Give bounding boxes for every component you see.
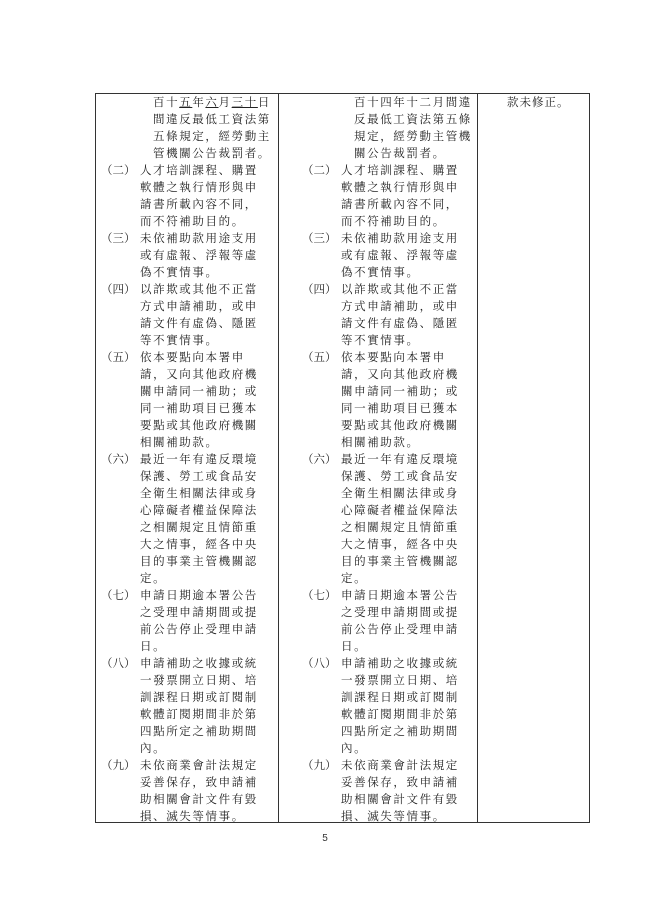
item-number: （八） xyxy=(101,656,136,670)
lead-line-text: 百十五年六月三十日 xyxy=(153,95,271,109)
item-line: 四點所定之補助期間 xyxy=(140,724,258,738)
item-line: 人才培訓課程、購置 xyxy=(140,163,258,177)
item-line: 目的事業主管機關認 xyxy=(140,554,258,568)
item-body xyxy=(140,655,278,757)
item-line: 相關補助款。 xyxy=(140,435,219,449)
item-line: 未依補助款用途支用 xyxy=(341,231,459,245)
item-number: （七） xyxy=(101,588,136,602)
item-line: 妥善保存，致申請補 xyxy=(341,775,459,789)
item-body xyxy=(341,655,477,757)
item-line: 等不實情事。 xyxy=(341,333,420,347)
lead-text xyxy=(302,94,477,162)
item-line: 妥善保存，致申請補 xyxy=(140,775,258,789)
item-line: 保護、勞工或食品安 xyxy=(341,469,459,483)
item-line: 同一補助項目已獲本 xyxy=(140,401,258,415)
item-line: 未依商業會計法規定 xyxy=(341,758,459,772)
item-body xyxy=(341,757,477,822)
page-number: 5 xyxy=(322,833,328,844)
item-number: （六） xyxy=(101,452,136,466)
lead-line xyxy=(101,94,278,111)
item-body xyxy=(341,162,477,230)
item-body xyxy=(140,757,278,822)
item-line: 請，又向其他政府機 xyxy=(341,367,459,381)
item-line: 等不實情事。 xyxy=(140,333,219,347)
list-item xyxy=(101,451,278,587)
item-line: 前公告停止受理申請 xyxy=(140,622,258,636)
item-number: （三） xyxy=(101,231,136,245)
item-line: 請文件有虛偽、隱匿 xyxy=(341,316,459,330)
item-line: 全衛生相關法律或身 xyxy=(341,486,459,500)
item-line: 申請補助之收據或統 xyxy=(341,656,459,670)
item-line: 日。 xyxy=(140,639,167,653)
item-body xyxy=(341,281,477,349)
current-provision-column xyxy=(302,94,477,822)
item-line: 要點或其他政府機關 xyxy=(341,418,459,432)
lead-text xyxy=(101,94,278,162)
list-item xyxy=(101,349,278,451)
list-item xyxy=(101,162,278,230)
list-item xyxy=(302,451,477,587)
item-body xyxy=(341,451,477,587)
item-line: 申請日期逾本署公告 xyxy=(341,588,459,602)
item-line: 定。 xyxy=(140,571,167,585)
item-number: （九） xyxy=(302,758,337,772)
item-line: 一發票開立日期、培 xyxy=(341,673,459,687)
list-item xyxy=(101,230,278,281)
list-item xyxy=(302,230,477,281)
item-line: 未依補助款用途支用 xyxy=(140,231,258,245)
item-number: （八） xyxy=(302,656,337,670)
item-body xyxy=(140,587,278,655)
item-number: （二） xyxy=(101,163,136,177)
item-number: （二） xyxy=(302,163,337,177)
item-line: 請文件有虛偽、隱匿 xyxy=(140,316,258,330)
item-line: 全衛生相關法律或身 xyxy=(140,486,258,500)
item-line: 而不符補助目的。 xyxy=(341,214,446,228)
item-line: 軟體之執行情形與申 xyxy=(140,180,258,194)
list-item xyxy=(302,162,477,230)
item-line: 日。 xyxy=(341,639,368,653)
item-line: 之相關規定且情節重 xyxy=(341,520,459,534)
lead-line: 五條規定，經勞動主 xyxy=(153,129,271,143)
item-line: 心障礙者權益保障法 xyxy=(140,503,258,517)
item-line: 內。 xyxy=(341,741,368,755)
item-line: 定。 xyxy=(341,571,368,585)
item-body xyxy=(140,281,278,349)
lead-line: 間違反最低工資法第 xyxy=(153,112,271,126)
item-line: 損、滅失等情事。 xyxy=(341,809,446,822)
lead-line: 反最低工資法第五條 xyxy=(354,112,472,126)
item-line: 訓課程日期或訂閱制 xyxy=(341,690,459,704)
list-item xyxy=(302,349,477,451)
item-body xyxy=(341,587,477,655)
item-line: 人才培訓課程、購置 xyxy=(341,163,459,177)
item-line: 大之情事，經各中央 xyxy=(140,537,258,551)
item-line: 未依商業會計法規定 xyxy=(140,758,258,772)
item-line: 前公告停止受理申請 xyxy=(341,622,459,636)
lead-line: 管機關公告裁罰者。 xyxy=(153,146,271,160)
explanation-column xyxy=(478,94,590,822)
item-number: （三） xyxy=(302,231,337,245)
item-line: 申請補助之收據或統 xyxy=(140,656,258,670)
item-line: 軟體訂閱期間非於第 xyxy=(341,707,459,721)
item-line: 最近一年有違反環境 xyxy=(140,452,258,466)
item-line: 請，又向其他政府機 xyxy=(140,367,258,381)
item-line: 一發票開立日期、培 xyxy=(140,673,258,687)
item-line: 同一補助項目已獲本 xyxy=(341,401,459,415)
lead-line: 關公告裁罰者。 xyxy=(354,146,446,160)
list-item xyxy=(302,655,477,757)
item-line: 相關補助款。 xyxy=(341,435,420,449)
item-line: 申請日期逾本署公告 xyxy=(140,588,258,602)
item-number: （五） xyxy=(302,350,337,364)
item-body xyxy=(341,349,477,451)
item-line: 訓課程日期或訂閱制 xyxy=(140,690,258,704)
item-line: 助相關會計文件有毀 xyxy=(341,792,459,806)
item-body xyxy=(140,230,278,281)
item-line: 之受理申請期間或提 xyxy=(341,605,459,619)
item-line: 或有虛報、浮報等虛 xyxy=(140,248,258,262)
item-number: （七） xyxy=(302,588,337,602)
item-line: 或有虛報、浮報等虛 xyxy=(341,248,459,262)
explanation-text: 款未修正。 xyxy=(507,95,570,109)
item-line: 軟體之執行情形與申 xyxy=(341,180,459,194)
item-line: 助相關會計文件有毀 xyxy=(140,792,258,806)
item-line: 而不符補助目的。 xyxy=(140,214,245,228)
item-line: 目的事業主管機關認 xyxy=(341,554,459,568)
item-line: 偽不實情事。 xyxy=(341,265,420,279)
list-item xyxy=(101,655,278,757)
item-line: 以詐欺或其他不正當 xyxy=(341,282,459,296)
list-item xyxy=(101,757,278,822)
list-item xyxy=(101,281,278,349)
item-number: （六） xyxy=(302,452,337,466)
item-line: 之相關規定且情節重 xyxy=(140,520,258,534)
item-number: （四） xyxy=(302,282,337,296)
item-line: 關申請同一補助；或 xyxy=(140,384,258,398)
item-line: 依本要點向本署申 xyxy=(140,350,245,364)
lead-line: 百十四年十二月間違 xyxy=(354,95,472,109)
item-line: 請書所載內容不同， xyxy=(140,197,258,211)
item-number: （五） xyxy=(101,350,136,364)
list-item xyxy=(302,757,477,822)
list-item xyxy=(302,587,477,655)
item-line: 心障礙者權益保障法 xyxy=(341,503,459,517)
list-item xyxy=(101,587,278,655)
item-list xyxy=(101,162,278,822)
item-line: 方式申請補助，或申 xyxy=(341,299,459,313)
lead-line: 規定，經勞動主管機 xyxy=(354,129,472,143)
comparison-table xyxy=(95,93,590,823)
amended-provision-column xyxy=(101,94,278,822)
item-number: （四） xyxy=(101,282,136,296)
item-line: 偽不實情事。 xyxy=(140,265,219,279)
item-line: 大之情事，經各中央 xyxy=(341,537,459,551)
column-divider xyxy=(278,94,279,822)
item-line: 保護、勞工或食品安 xyxy=(140,469,258,483)
item-line: 要點或其他政府機關 xyxy=(140,418,258,432)
item-body xyxy=(140,451,278,587)
item-line: 方式申請補助，或申 xyxy=(140,299,258,313)
list-item xyxy=(302,281,477,349)
item-list xyxy=(302,162,477,822)
item-number: （九） xyxy=(101,758,136,772)
item-line: 軟體訂閱期間非於第 xyxy=(140,707,258,721)
item-line: 以詐欺或其他不正當 xyxy=(140,282,258,296)
item-body xyxy=(140,162,278,230)
item-line: 最近一年有違反環境 xyxy=(341,452,459,466)
item-line: 損、滅失等情事。 xyxy=(140,809,245,822)
item-line: 四點所定之補助期間 xyxy=(341,724,459,738)
item-line: 之受理申請期間或提 xyxy=(140,605,258,619)
item-body xyxy=(341,230,477,281)
item-line: 關申請同一補助；或 xyxy=(341,384,459,398)
item-line: 內。 xyxy=(140,741,167,755)
item-line: 請書所載內容不同， xyxy=(341,197,459,211)
item-line: 依本要點向本署申 xyxy=(341,350,446,364)
item-body xyxy=(140,349,278,451)
